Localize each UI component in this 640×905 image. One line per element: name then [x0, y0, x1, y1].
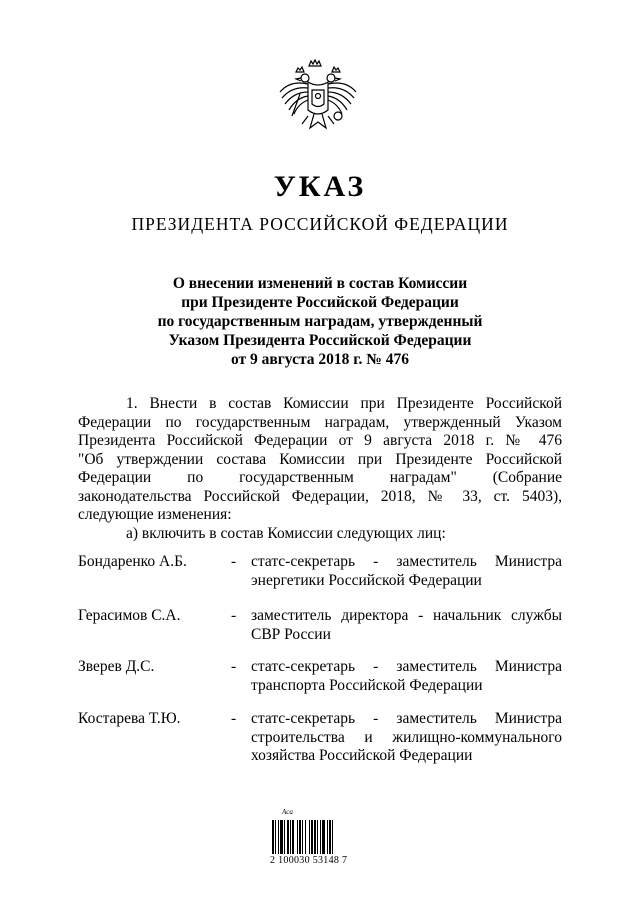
member-dash: -	[231, 607, 237, 624]
member-position	[251, 710, 562, 766]
barcode-bar	[322, 820, 325, 854]
position-line: транспорта Российской Федерации	[251, 676, 483, 694]
barcode-bar	[284, 820, 285, 854]
barcode-icon	[270, 820, 362, 854]
member-name: Костарева Т.Ю.	[78, 710, 181, 727]
barcode-bar	[332, 820, 333, 854]
body-line: следующие изменения:	[78, 506, 232, 523]
title-line: О внесении изменений в состав Комиссии	[172, 275, 468, 292]
position-line: СВР России	[251, 625, 331, 643]
decree-title	[100, 274, 540, 369]
member-dash: -	[231, 658, 237, 675]
barcode-bar	[275, 820, 276, 854]
member-position	[251, 607, 562, 644]
document-issuer: ПРЕЗИДЕНТА РОССИЙСКОЙ ФЕДЕРАЦИИ	[131, 214, 509, 234]
barcode-bar	[272, 820, 274, 854]
barcode-number: 2 100030 53148 7	[270, 855, 348, 866]
barcode-bar	[320, 820, 321, 854]
body-line: законодательства Российской Федерации, 2018, № 33, ст. 5403),	[78, 487, 562, 505]
member-position	[251, 658, 562, 695]
member-position	[251, 553, 562, 590]
barcode-bar	[287, 820, 289, 854]
member-dash: -	[231, 553, 237, 570]
barcode-bar	[309, 820, 310, 854]
member-name: Зверев Д.С.	[78, 658, 155, 675]
barcode-bar	[317, 820, 318, 854]
barcode-bar	[297, 820, 298, 854]
barcode-bar	[305, 820, 306, 854]
body-line: Президента Российской Федерации от 9 августа 2018 г. № 476	[78, 432, 562, 449]
barcode-bar	[290, 820, 291, 854]
barcode-block	[270, 808, 370, 868]
position-line: энергетики Российской Федерации	[251, 571, 482, 589]
body-line: Федерации по государственным наградам, утвержденный Указом	[78, 413, 562, 431]
state-emblem-icon	[276, 58, 360, 148]
barcode-bar	[311, 820, 313, 854]
member-dash: -	[231, 710, 237, 727]
barcode-bar	[299, 820, 301, 854]
barcode-bar	[302, 820, 303, 854]
title-line: Указом Президента Российской Федерации	[168, 332, 472, 349]
barcode-bar	[278, 820, 279, 854]
body-line: Федерации по государственным наградам" (Собрание	[78, 469, 562, 486]
barcode-bar	[292, 820, 294, 854]
member-name: Герасимов С.А.	[78, 607, 181, 624]
position-line: строительства и жилищно-коммунального	[251, 728, 562, 746]
barcode-bar	[327, 820, 328, 854]
body-line: 1. Внести в состав Комиссии при Президенте Российской	[126, 395, 562, 412]
position-line: статс-секретарь - заместитель Министра	[251, 553, 562, 570]
position-line: статс-секретарь - заместитель Министра	[251, 710, 562, 727]
decree-body	[78, 395, 562, 543]
subitem-a: а) включить в состав Комиссии следующих лиц:	[126, 524, 446, 542]
position-line: статс-секретарь - заместитель Министра	[251, 658, 562, 675]
barcode-bar	[329, 820, 331, 854]
barcode-bar	[314, 820, 316, 854]
barcode-bar	[280, 820, 283, 854]
member-name: Бондаренко А.Б.	[78, 553, 187, 570]
title-line: по государственным наградам, утвержденный	[157, 313, 483, 330]
title-line: от 9 августа 2018 г. № 476	[230, 351, 409, 368]
body-line: "Об утверждении состава Комиссии при Президенте Российской	[78, 450, 562, 468]
title-line: при Президенте Российской Федерации	[181, 294, 459, 311]
position-line: заместитель директора - начальник службы	[251, 607, 562, 624]
document-type: УКАЗ	[273, 170, 367, 203]
position-line: хозяйства Российской Федерации	[251, 747, 473, 764]
barcode-mark: Aca	[282, 808, 293, 816]
